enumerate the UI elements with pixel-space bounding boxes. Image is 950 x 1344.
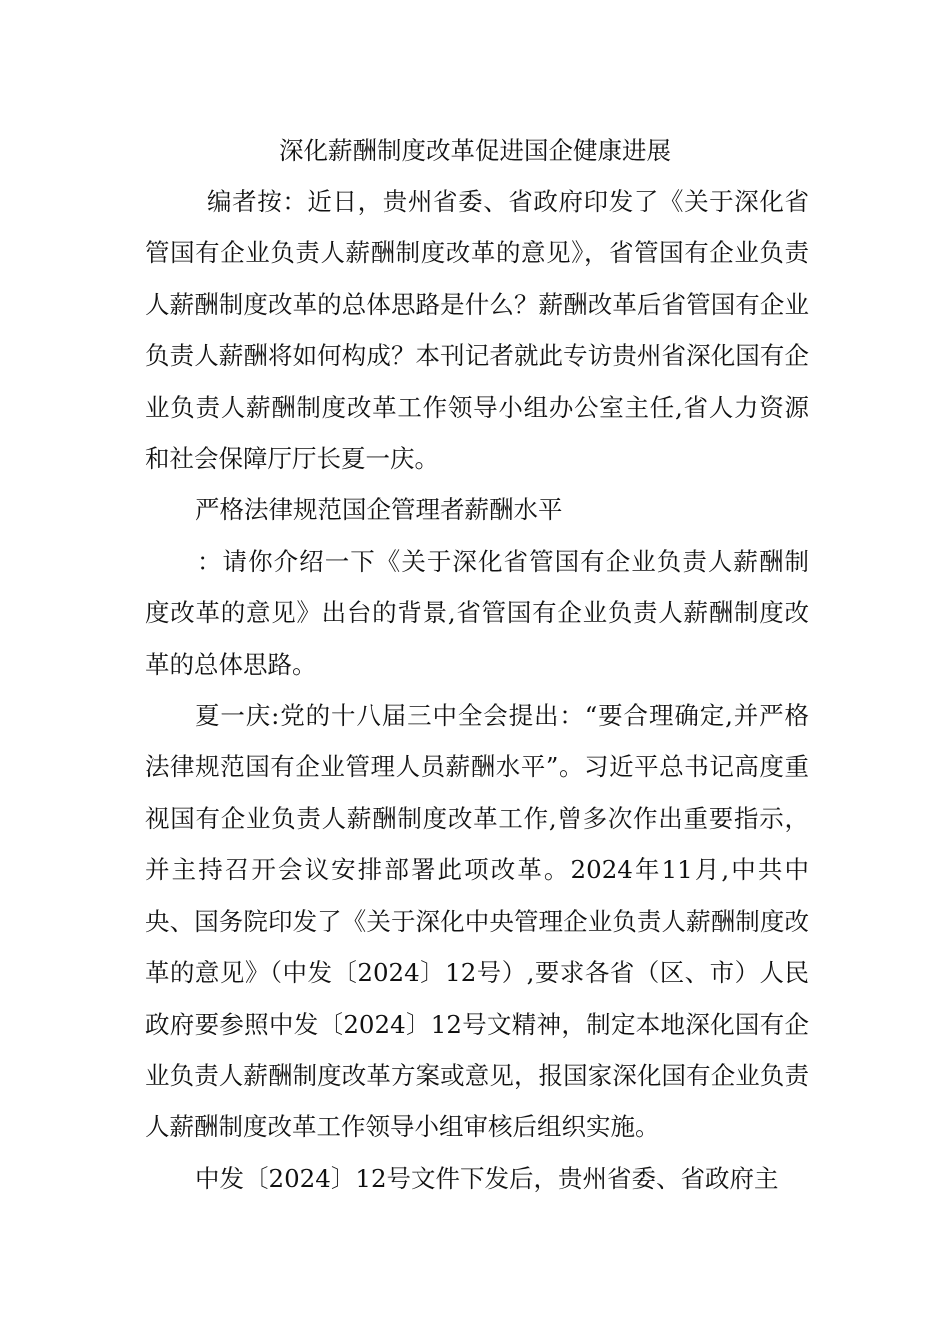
continuation-paragraph: 中发〔2024〕12号文件下发后，贵州省委、省政府主 (195, 1163, 779, 1193)
section-heading: 严格法律规范国企管理者薪酬水平 (195, 495, 563, 525)
editor-note-paragraph: 编者按：近日，贵州省委、省政府印发了《关于深化省管国有企业负责人薪酬制度改革的意见》，省管国有企业负责人薪酬制度改革的总体思路是什么？薪酬改革后省管国有企业负责人薪酬将如何构成？本刊记者就此专访贵州省深化国有企业负责人薪酬制度改革工作领导小组办公室主任,省人力资源和社会保障厅厅长夏一庆。 (145, 187, 809, 474)
document-body (145, 176, 809, 1204)
question-paragraph: ：请你介绍一下《关于深化省管国有企业负责人薪酬制度改革的意见》出台的背景,省管国有企业负责人薪酬制度改革的总体思路。 (145, 546, 809, 679)
answer-paragraph: 夏一庆:党的十八届三中全会提出：“要合理确定,并严格法律规范国有企业管理人员薪酬水平”。习近平总书记高度重视国有企业负责人薪酬制度改革工作,曾多次作出重要指示，并主持召开会议安排部署此项改革。2024年11月,中共中央、国务院印发了《关于深化中央管理企业负责人薪酬制度改革的意见》（中发〔2024〕12号）,要求各省（区、市）人民政府要参照中发〔2024〕12号文精神，制定本地深化国有企业负责人薪酬制度改革方案或意见，报国家深化国有企业负责人薪酬制度改革工作领导小组审核后组织实施。 (145, 701, 809, 1142)
document-title: 深化薪酬制度改革促进国企健康进展 (279, 136, 671, 165)
